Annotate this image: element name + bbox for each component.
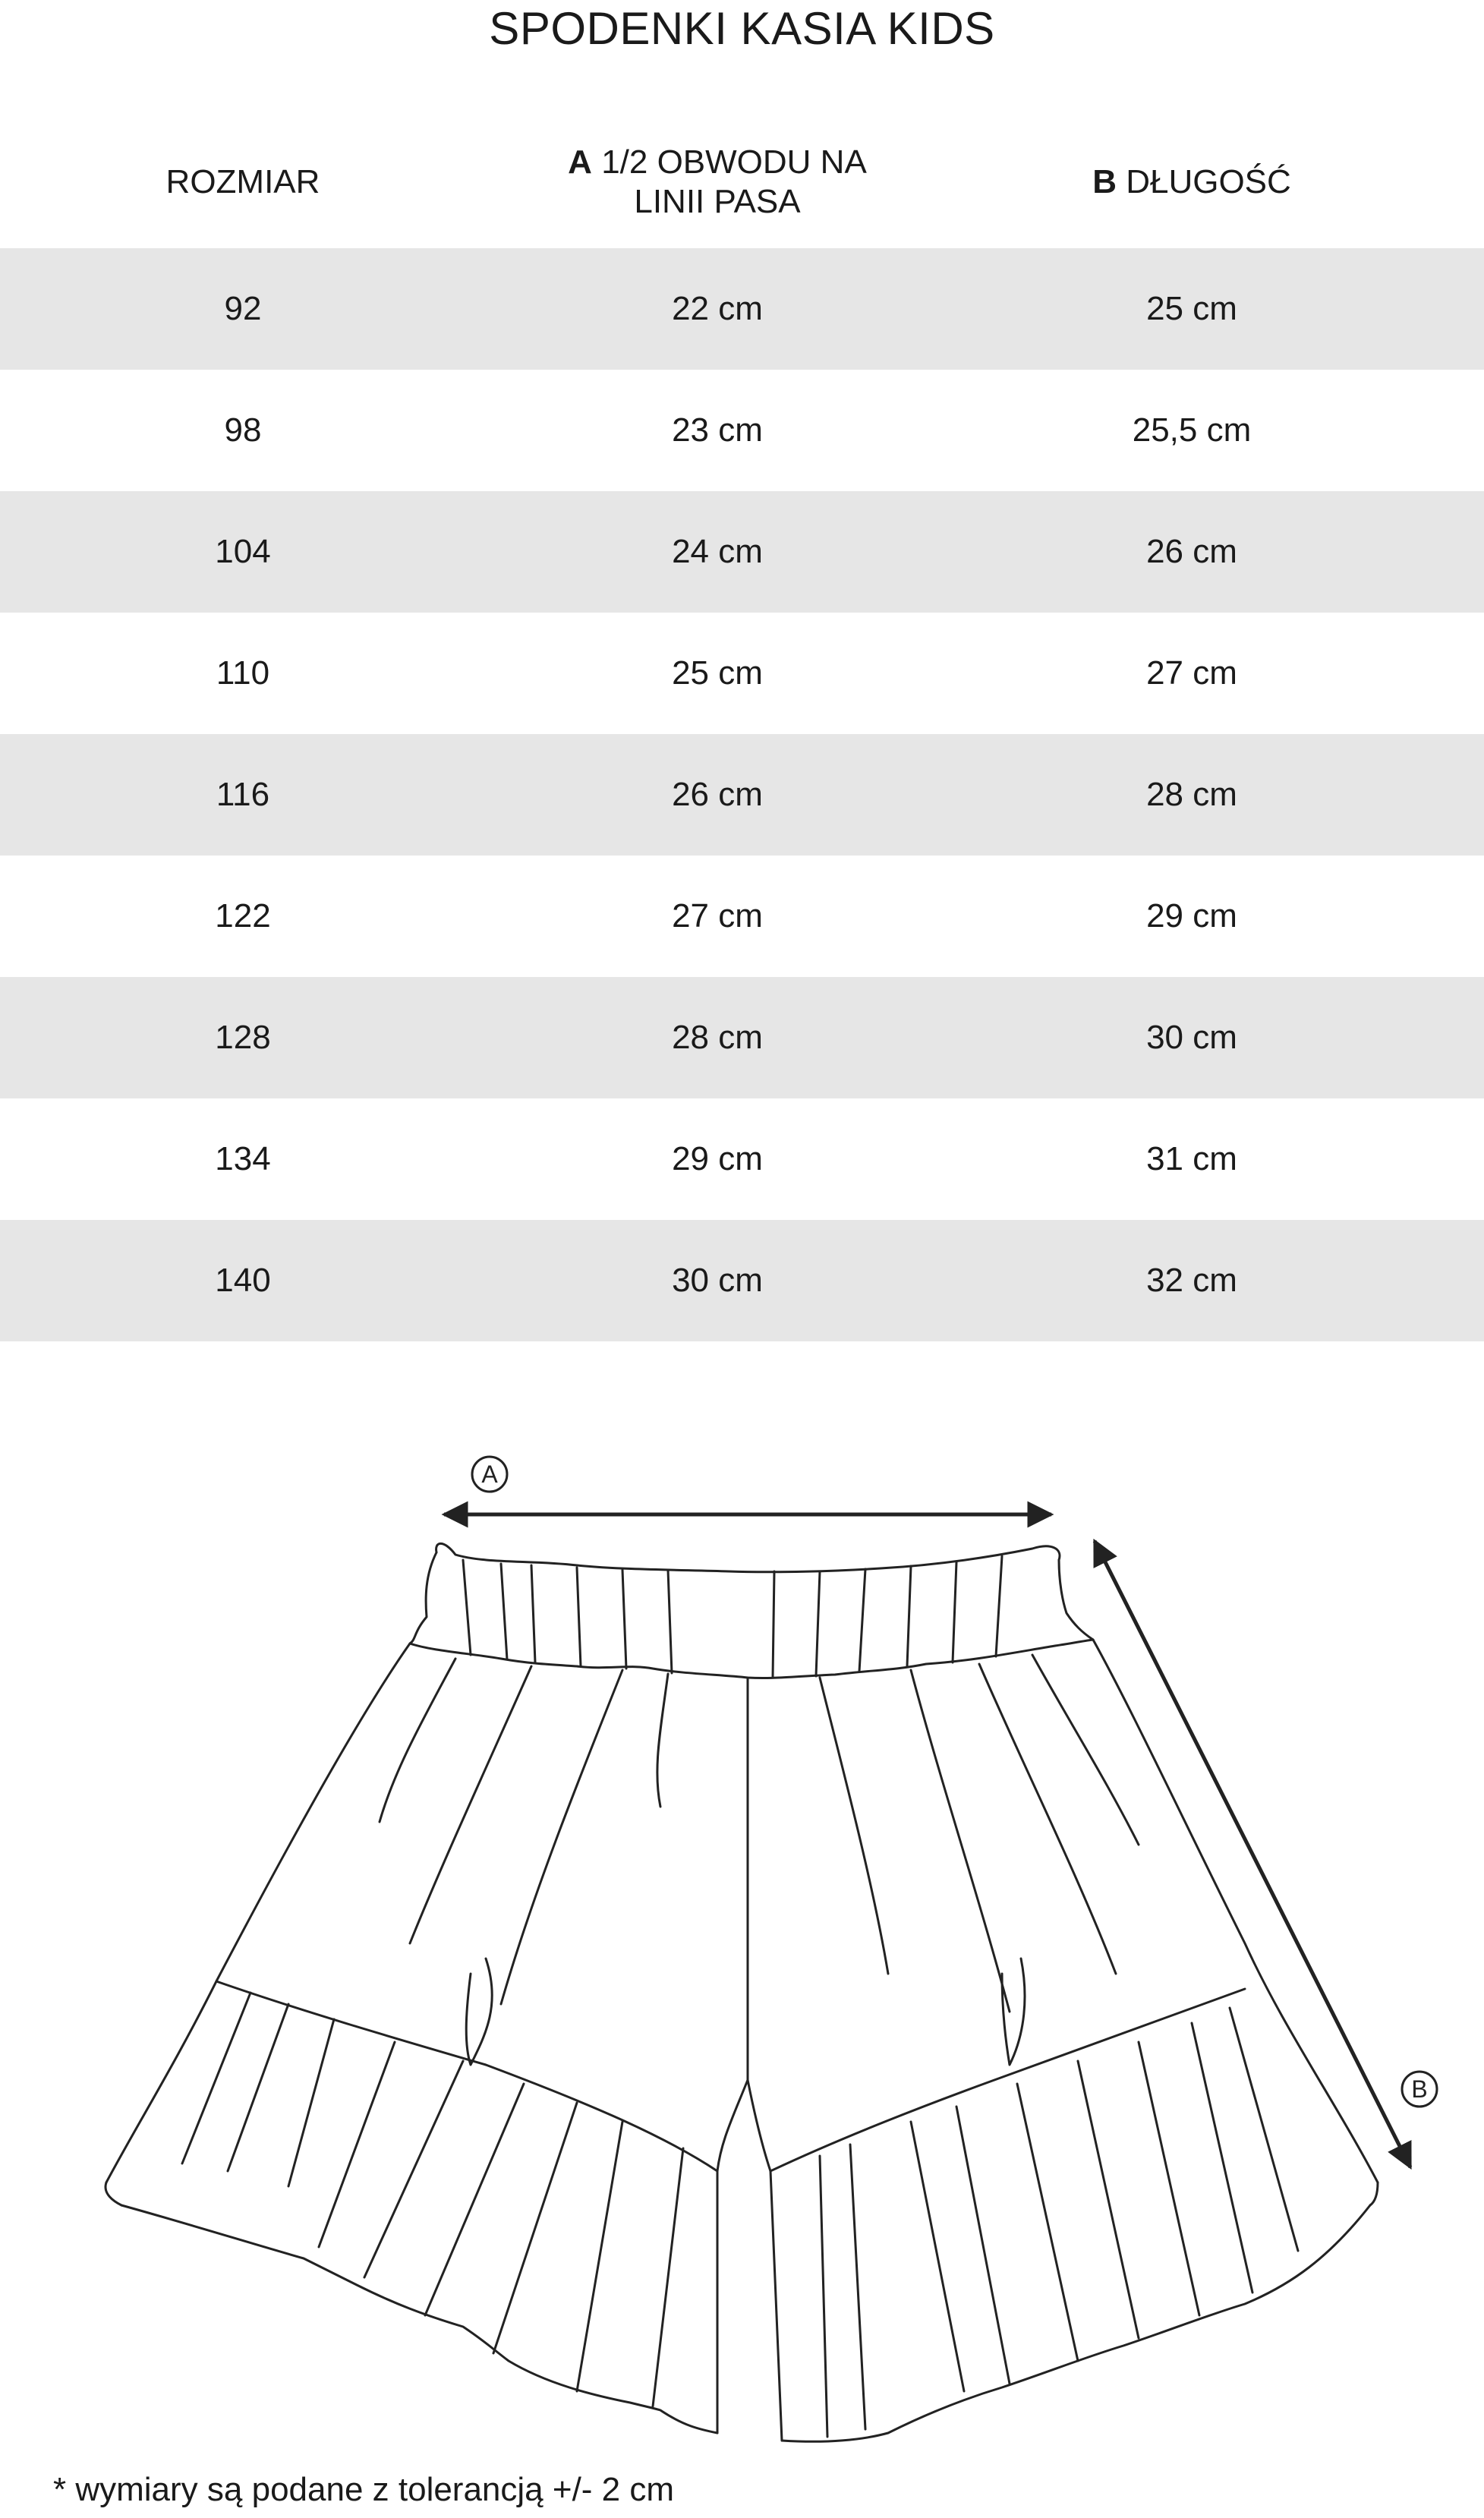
cell-length: 28 cm	[1146, 776, 1237, 813]
cell-waist: 27 cm	[672, 897, 763, 934]
cell-length: 30 cm	[1146, 1019, 1237, 1056]
size-table-header	[0, 129, 1484, 235]
header-b-text	[1092, 162, 1291, 202]
header-b-letter: B	[1092, 163, 1117, 200]
cell-size: 116	[216, 776, 270, 813]
cell-length: 25 cm	[1146, 290, 1237, 327]
label-a-text: A	[481, 1461, 498, 1488]
cell-size: 134	[215, 1140, 271, 1177]
cell-size: 98	[224, 411, 262, 449]
header-size-label: ROZMIAR	[165, 163, 320, 200]
cell-size: 110	[216, 654, 270, 692]
header-size	[91, 129, 395, 235]
cell-size: 128	[215, 1019, 271, 1056]
cell-size: 104	[215, 533, 271, 570]
table-row	[0, 977, 1484, 1098]
table-row	[0, 370, 1484, 491]
cell-length: 25,5 cm	[1132, 411, 1252, 449]
shorts-diagram	[0, 1427, 1484, 2452]
cell-waist: 28 cm	[672, 1019, 763, 1056]
cell-length: 32 cm	[1146, 1262, 1237, 1299]
cell-waist: 30 cm	[672, 1262, 763, 1299]
table-row	[0, 613, 1484, 734]
table-row	[0, 734, 1484, 856]
header-b-label: DŁUGOŚĆ	[1126, 163, 1291, 200]
table-row	[0, 248, 1484, 370]
header-b	[1010, 129, 1374, 235]
cell-size: 140	[215, 1262, 271, 1299]
cell-waist: 24 cm	[672, 533, 763, 570]
cell-waist: 25 cm	[672, 654, 763, 692]
cell-length: 29 cm	[1146, 897, 1237, 934]
arrow-b	[1095, 1541, 1410, 2167]
header-a-letter: A	[568, 143, 592, 181]
cell-size: 92	[224, 290, 262, 327]
table-row	[0, 491, 1484, 613]
size-table-body	[0, 248, 1484, 1341]
cell-waist: 22 cm	[672, 290, 763, 327]
cell-size: 122	[215, 897, 271, 934]
table-row	[0, 1220, 1484, 1341]
cell-length: 27 cm	[1146, 654, 1237, 692]
footnote: * wymiary są podane z tolerancją +/- 2 cm	[53, 2471, 675, 2508]
table-row	[0, 1098, 1484, 1220]
measurement-a	[444, 1457, 1051, 1514]
header-a-line1: 1/2 OBWODU NA	[601, 143, 867, 181]
shorts-outline	[106, 1543, 1378, 2441]
header-a	[524, 129, 911, 235]
cell-length: 31 cm	[1146, 1140, 1237, 1177]
cell-waist: 29 cm	[672, 1140, 763, 1177]
header-a-line2: LINII PASA	[634, 183, 801, 220]
page-title: SPODENKI KASIA KIDS	[489, 3, 995, 54]
cell-length: 26 cm	[1146, 533, 1237, 570]
label-b-text: B	[1411, 2075, 1428, 2103]
cell-waist: 23 cm	[672, 411, 763, 449]
table-row	[0, 856, 1484, 977]
header-a-text	[568, 143, 867, 222]
cell-waist: 26 cm	[672, 776, 763, 813]
